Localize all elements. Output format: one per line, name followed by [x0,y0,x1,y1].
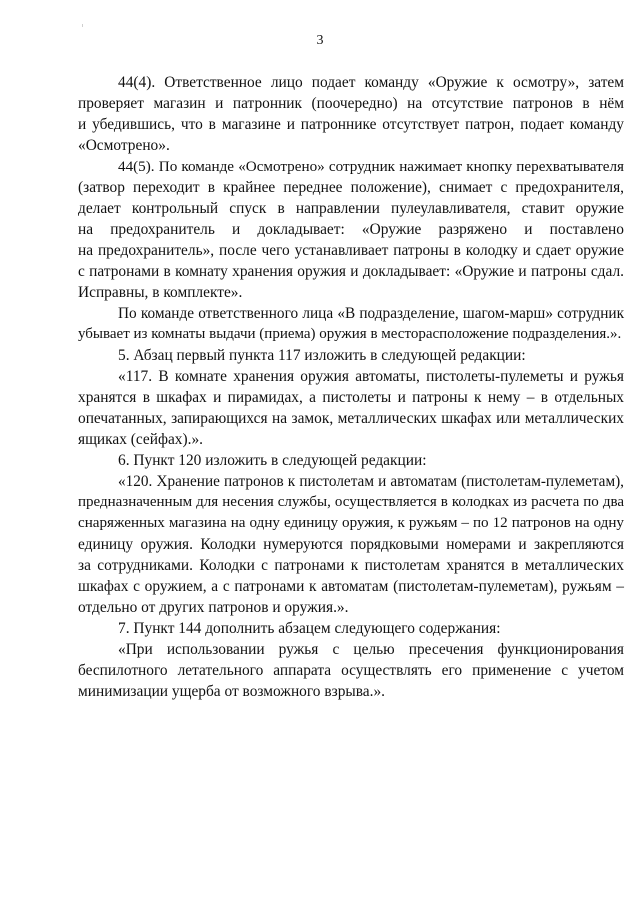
text-line: и убедившись, что в магазине и патроннике отсутствует патрон, подает команду [78,116,624,133]
text-line: минимизации ущерба от возможного взрыва.». [78,683,386,700]
text-line: 44(4). Ответственное лицо подает команду «Оружие к осмотру», затем [118,74,624,91]
text-line: шкафах с оружием, а с патронами к автоматам (пистолетам-пулеметам), ружьям – [78,578,624,595]
paragraph-command [78,303,624,345]
text-line: опечатанных, запирающихся на замок, металлических шкафах или металлических [78,410,624,427]
text-line: «При использовании ружья с целью пресечения функционирования [118,641,624,658]
paragraph-item-7 [78,618,624,639]
document-body [78,72,624,702]
paragraph-44-5 [78,156,624,303]
text-line: предназначенным для несения службы, осуществляется в колодках из расчета по два [78,494,624,510]
text-line: за сотрудниками. Колодки с патронами к пистолетам хранятся в металлических [78,557,624,574]
text-line: проверяет магазин и патронник (поочередно) на отсутствие патронов в нём [78,95,624,112]
text-line: ящиках (сейфах).». [78,431,204,448]
page-number: 3 [316,33,324,48]
paragraph-drone [78,639,624,702]
text-line: (затвор переходит в крайнее переднее положение), снимает с предохранителя, [78,179,624,196]
text-line: 44(5). По команде «Осмотрено» сотрудник нажимает кнопку перехватывателя [118,158,624,175]
text-line: на предохранитель и докладывает: «Оружие разряжено и поставлено [78,221,624,238]
text-line: отдельно от других патронов и оружия.». [78,599,349,616]
text-line: 7. Пункт 144 дополнить абзацем следующего содержания: [118,620,501,637]
text-line: снаряженных магазина на одну единицу оружия, к ружьям – по 12 патронов на одну [78,515,624,531]
text-line: на предохранитель», после чего устанавливает патроны в колодку и сдает оружие [78,242,624,259]
text-line: единицу оружия. Колодки нумеруются порядковыми номерами и закрепляются [78,536,624,553]
text-line: беспилотного летательного аппарата осуществлять его применение с учетом [78,662,624,679]
text-line: 6. Пункт 120 изложить в следующей редакции: [118,452,427,469]
text-line: убывает из комнаты выдачи (приема) оружия в месторасположение подразделения.». [78,326,622,342]
scan-artifact [82,24,83,27]
text-line: делает контрольный спуск в направлении пулеулавливателя, ставит оружие [78,200,624,217]
text-line: с патронами в комнату хранения оружия и докладывает: «Оружие и патроны сдал. [78,263,624,280]
text-line: 5. Абзац первый пункта 117 изложить в следующей редакции: [118,347,526,364]
text-line: Исправны, в комплекте». [78,284,243,301]
paragraph-44-4 [78,72,624,156]
paragraph-120 [78,471,624,618]
text-line: хранятся в шкафах и пирамидах, а пистолеты и патроны к нему – в отдельных [78,389,624,406]
text-line: «117. В комнате хранения оружия автоматы, пистолеты-пулеметы и ружья [118,368,624,385]
paragraph-117 [78,366,624,450]
paragraph-item-5 [78,345,624,366]
text-line: «Осмотрено». [78,137,170,154]
text-line: «120. Хранение патронов к пистолетам и автоматам (пистолетам-пулеметам), [118,473,624,490]
paragraph-item-6 [78,450,624,471]
text-line: По команде ответственного лица «В подразделение, шагом-марш» сотрудник [118,305,624,322]
